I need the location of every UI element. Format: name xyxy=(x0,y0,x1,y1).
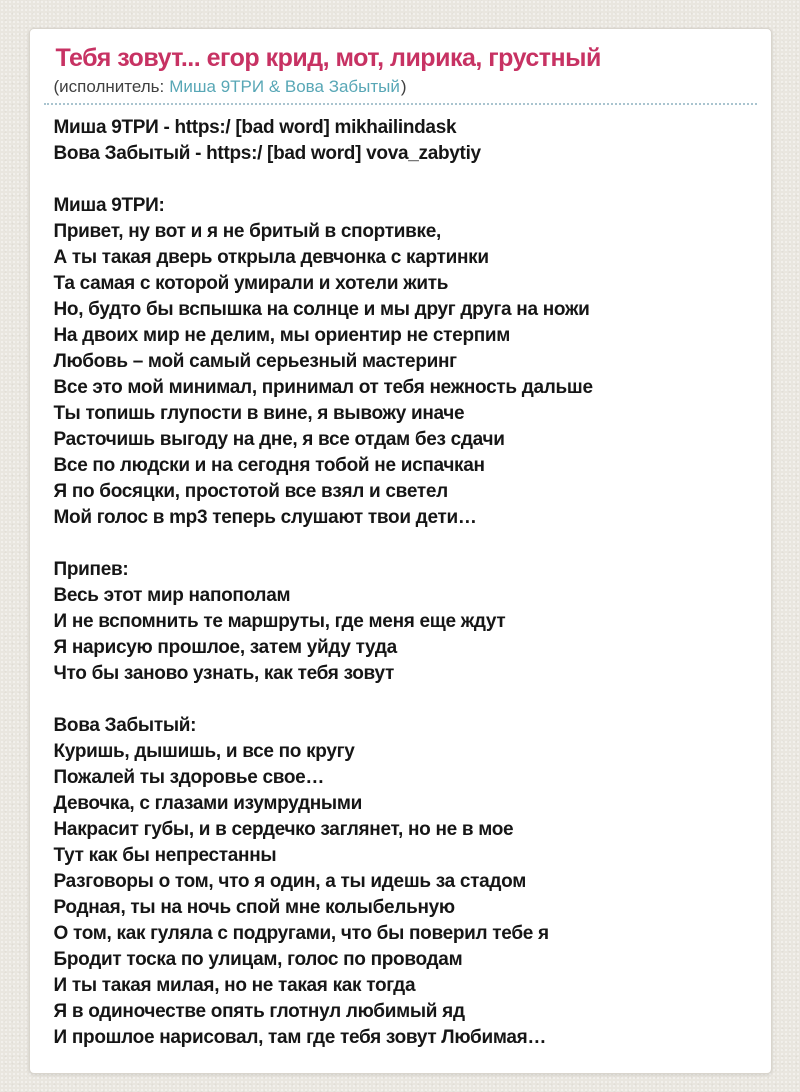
lyrics-line: Весь этот мир напополам xyxy=(53,585,291,606)
lyrics-line xyxy=(54,167,757,193)
lyrics-line: Вова Забытый - https:/ [bad word] vova_zabytiy xyxy=(53,143,481,164)
lyrics-line: Ты топишь глупости в вине, я вывожу иначе xyxy=(53,403,465,424)
lyrics-line: Любовь – мой самый серьезный мастеринг xyxy=(53,351,457,372)
song-title: Тебя зовут... егор крид, мот, лирика, грустный xyxy=(55,44,601,72)
lyrics-card xyxy=(29,28,772,1074)
lyrics-line: И ты такая милая, но не такая как тогда xyxy=(53,975,416,996)
lyrics-line: О том, как гуляла с подругами, что бы поверил тебе я xyxy=(53,923,549,944)
lyrics-line xyxy=(54,687,757,713)
lyrics-line: Что бы заново узнать, как тебя зовут xyxy=(53,663,394,684)
artist-line xyxy=(44,76,757,105)
lyrics-line: Расточишь выгоду на дне, я все отдам без сдачи xyxy=(53,429,505,450)
lyrics-line: Пожалей ты здоровье свое… xyxy=(53,767,325,788)
lyrics-line: Та самая с которой умирали и хотели жить xyxy=(53,273,449,294)
lyrics-line: Все по людски и на сегодня тобой не испачкан xyxy=(53,455,485,476)
lyrics-line: А ты такая дверь открыла девчонка с картинки xyxy=(53,247,489,268)
lyrics-line: Миша 9ТРИ: xyxy=(53,195,165,216)
lyrics-line: Я в одиночестве опять глотнул любимый яд xyxy=(53,1001,465,1022)
artist-suffix: ) xyxy=(400,77,407,96)
lyrics-line: Тут как бы непрестанны xyxy=(53,845,277,866)
lyrics-line: Привет, ну вот и я не бритый в спортивке, xyxy=(53,221,441,242)
lyrics-line: Бродит тоска по улицам, голос по проводам xyxy=(53,949,463,970)
lyrics-line: Миша 9ТРИ - https:/ [bad word] mikhailindask xyxy=(53,117,457,138)
lyrics-line: И не вспомнить те маршруты, где меня еще ждут xyxy=(53,611,506,632)
lyrics-line: Я по босяцки, простотой все взял и светел xyxy=(53,481,448,502)
lyrics-line: На двоих мир не делим, мы ориентир не стерпим xyxy=(53,325,511,346)
lyrics-line xyxy=(54,531,757,557)
lyrics-line: Мой голос в mp3 теперь слушают твои дети… xyxy=(53,507,477,528)
lyrics-line: Я нарисую прошлое, затем уйду туда xyxy=(53,637,397,658)
artist-link[interactable]: Миша 9ТРИ & Вова Забытый xyxy=(169,77,400,96)
lyrics-line: Разговоры о том, что я один, а ты идешь за стадом xyxy=(53,871,526,892)
lyrics-line: Родная, ты на ночь спой мне колыбельную xyxy=(53,897,455,918)
lyrics-text xyxy=(44,115,757,1051)
lyrics-line: Куришь, дышишь, и все по кругу xyxy=(53,741,355,762)
artist-prefix: (исполнитель: xyxy=(53,77,165,96)
lyrics-line: И прошлое нарисовал, там где тебя зовут Любимая… xyxy=(53,1027,547,1048)
lyrics-line: Вова Забытый: xyxy=(53,715,197,736)
lyrics-line: Все это мой минимал, принимал от тебя нежность дальше xyxy=(53,377,593,398)
lyrics-line: Девочка, с глазами изумрудными xyxy=(53,793,362,814)
lyrics-line: Накрасит губы, и в сердечко заглянет, но не в мое xyxy=(53,819,514,840)
lyrics-line: Припев: xyxy=(53,559,129,580)
lyrics-line: Но, будто бы вспышка на солнце и мы друг друга на ножи xyxy=(53,299,590,320)
